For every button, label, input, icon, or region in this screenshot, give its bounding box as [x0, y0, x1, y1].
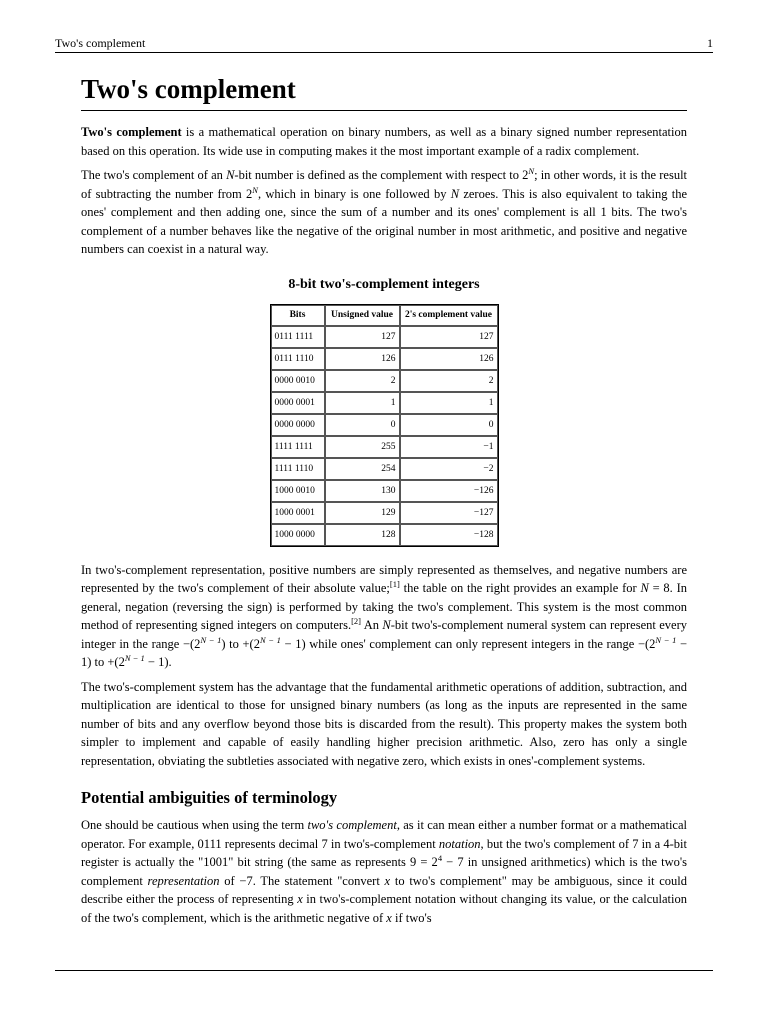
text-run: − 1).: [144, 655, 172, 669]
table-row: [271, 524, 498, 546]
bits-cell: 0000 0000: [271, 414, 325, 436]
math-exponent: 4: [437, 853, 443, 863]
twos-cell: −2: [400, 458, 498, 480]
text-run: to two's complement" may be ambiguous, since it could describe either the process of representing: [81, 873, 688, 906]
page-number: 1: [707, 36, 713, 50]
bits-cell: 0000 0010: [271, 370, 325, 392]
footer-rule: [55, 970, 713, 971]
math-var: x: [384, 873, 391, 888]
table-row: [271, 502, 498, 524]
table-row: [271, 480, 498, 502]
text-run: The two's complement of an: [81, 168, 227, 182]
twos-cell: 0: [400, 414, 498, 436]
intro-term: Two's complement: [81, 125, 182, 139]
math-var: N: [382, 618, 391, 632]
math-exponent: N − 1: [259, 634, 281, 645]
math-exponent: N − 1: [200, 634, 222, 645]
twos-cell: −126: [400, 480, 498, 502]
text-run: In two's-complement representation, positive numbers are simply represented as themselves, and negative numbers are represented by the two's complement of their absolute value;: [81, 562, 687, 595]
math-var: x: [297, 892, 303, 906]
intro-paragraph: [81, 123, 687, 160]
unsigned-cell: 255: [325, 436, 400, 458]
twos-cell: −128: [400, 524, 498, 546]
bits-cell: 0111 1110: [271, 348, 325, 370]
twos-cell: 126: [400, 348, 498, 370]
unsigned-cell: 254: [325, 458, 400, 480]
twos-cell: 127: [400, 326, 498, 348]
twos-cell: 2: [400, 370, 498, 392]
citation-2[interactable]: [2]: [351, 616, 361, 626]
text-run: − 7 in unsigned arithmetics) which is the two's complement: [81, 855, 687, 888]
text-run: -bit number is defined as the complement with respect to 2: [234, 168, 529, 182]
bits-cell: 0000 0001: [271, 392, 325, 414]
text-run: the table on the right provides an example for: [399, 581, 641, 595]
bits-cell: 1000 0001: [271, 502, 325, 524]
text-run: An: [361, 618, 383, 632]
text-run: − 1) to +(2: [81, 636, 688, 669]
table-row: [271, 436, 498, 458]
text-run: ) to +(2: [221, 636, 260, 651]
advantage-paragraph: The two's-complement system has the advantage that the fundamental arithmetic operations of addition, subtraction, and multiplication are identical to those for unsigned binary numbers (as long as the inputs are represented in the same number of bits and any overflow beyond those bits is discarded from the result). This property makes the system both simpler to implement and capable of easily handling higher precision arithmetic. Also, zero has only a single representation, obviating the subtleties associated with negative zero, which exists in ones'-complement systems.: [81, 679, 687, 768]
twos-cell: 1: [400, 392, 498, 414]
column-header-bits: Bits: [271, 305, 325, 326]
text-run: zeroes. This is also equivalent to taking the ones' complement and then adding one, since the sum of a number and its ones' complement is all 1 bits. The two's complement of a number behaves like the negative of the original number in most arithmetic, and positive and negative numbers can coexist in a natural way.: [81, 186, 687, 256]
math-var: N: [450, 186, 460, 201]
unsigned-cell: 2: [325, 370, 400, 392]
emphasis: representation: [147, 873, 220, 888]
twos-complement-table: [270, 304, 499, 547]
twos-cell: −1: [400, 436, 498, 458]
table-header-row: [271, 305, 498, 326]
math-exponent: N: [252, 184, 258, 195]
ambiguity-paragraph: [81, 816, 687, 927]
math-exponent: N − 1: [655, 634, 677, 645]
table-row: [271, 414, 498, 436]
bits-cell: 1000 0010: [271, 480, 325, 502]
table-row: [271, 348, 498, 370]
bits-cell: 1111 1110: [271, 458, 325, 480]
math-exponent: N − 1: [124, 653, 145, 663]
definition-paragraph: [81, 166, 687, 259]
math-var: x: [386, 910, 392, 925]
section-heading: Potential ambiguities of terminology: [81, 788, 338, 807]
emphasis: two's complement: [307, 818, 397, 832]
running-header: [55, 36, 713, 53]
text-run: of −7. The statement "convert: [219, 873, 385, 888]
table-row: [271, 326, 498, 348]
bits-cell: 0111 1111: [271, 326, 325, 348]
text-run: in two's-complement notation without changing its value, or the calculation of the two's complement, which is the arithmetic negative of: [81, 892, 687, 925]
math-var: N: [640, 581, 649, 595]
unsigned-cell: 1: [325, 392, 400, 414]
text-run: -bit two's-complement numeral system can represent every integer in the range −(2: [81, 618, 688, 651]
table-row: [271, 370, 498, 392]
citation-1[interactable]: [1]: [389, 579, 400, 589]
table-row: [271, 392, 498, 414]
emphasis: notation: [438, 836, 481, 851]
unsigned-cell: 130: [325, 480, 400, 502]
intro-text: is a mathematical operation on binary numbers, as well as a binary signed number representation based on this operation. Its wide use in computing makes it the most important example of a radix complement.: [81, 125, 687, 158]
table-caption: 8-bit two's-complement integers: [288, 276, 480, 292]
unsigned-cell: 129: [325, 502, 400, 524]
math-exponent: N: [528, 166, 535, 176]
representation-paragraph: [81, 561, 687, 672]
text-run: = 8. In general, negation (reversing the sign) is performed by taking the two's complement. This system is the most common method of representing signed integers on computers.: [81, 581, 687, 632]
table-row: [271, 458, 498, 480]
twos-cell: −127: [400, 502, 498, 524]
column-header-unsigned: Unsigned value: [325, 305, 400, 326]
unsigned-cell: 126: [325, 348, 400, 370]
unsigned-cell: 128: [325, 524, 400, 546]
text-run: , but the two's complement of 7 in a 4-bit register is actually the "1001" bit string (the same as represents 9 = 2: [81, 836, 687, 869]
bits-cell: 1111 1111: [271, 436, 325, 458]
text-run: − 1) while ones' complement can only represent integers in the range −(2: [280, 636, 656, 651]
column-header-twos: 2's complement value: [400, 305, 498, 326]
article-body: [81, 72, 687, 933]
text-run: if two's: [391, 910, 432, 925]
unsigned-cell: 127: [325, 326, 400, 348]
text-run: , which in binary is one followed by: [257, 186, 451, 201]
bits-cell: 1000 0000: [271, 524, 325, 546]
math-var: N: [226, 168, 235, 182]
text-run: One should be cautious when using the term: [81, 818, 308, 832]
unsigned-cell: 0: [325, 414, 400, 436]
text-run: , as it can mean either a number format or a mathematical operator. For example, 0111 represents decimal 7 in two's-complement: [81, 818, 687, 851]
running-header-title: Two's complement: [55, 36, 146, 50]
text-run: ; in other words, it is the result of subtracting the number from 2: [81, 168, 688, 201]
page-title: Two's complement: [81, 72, 687, 111]
